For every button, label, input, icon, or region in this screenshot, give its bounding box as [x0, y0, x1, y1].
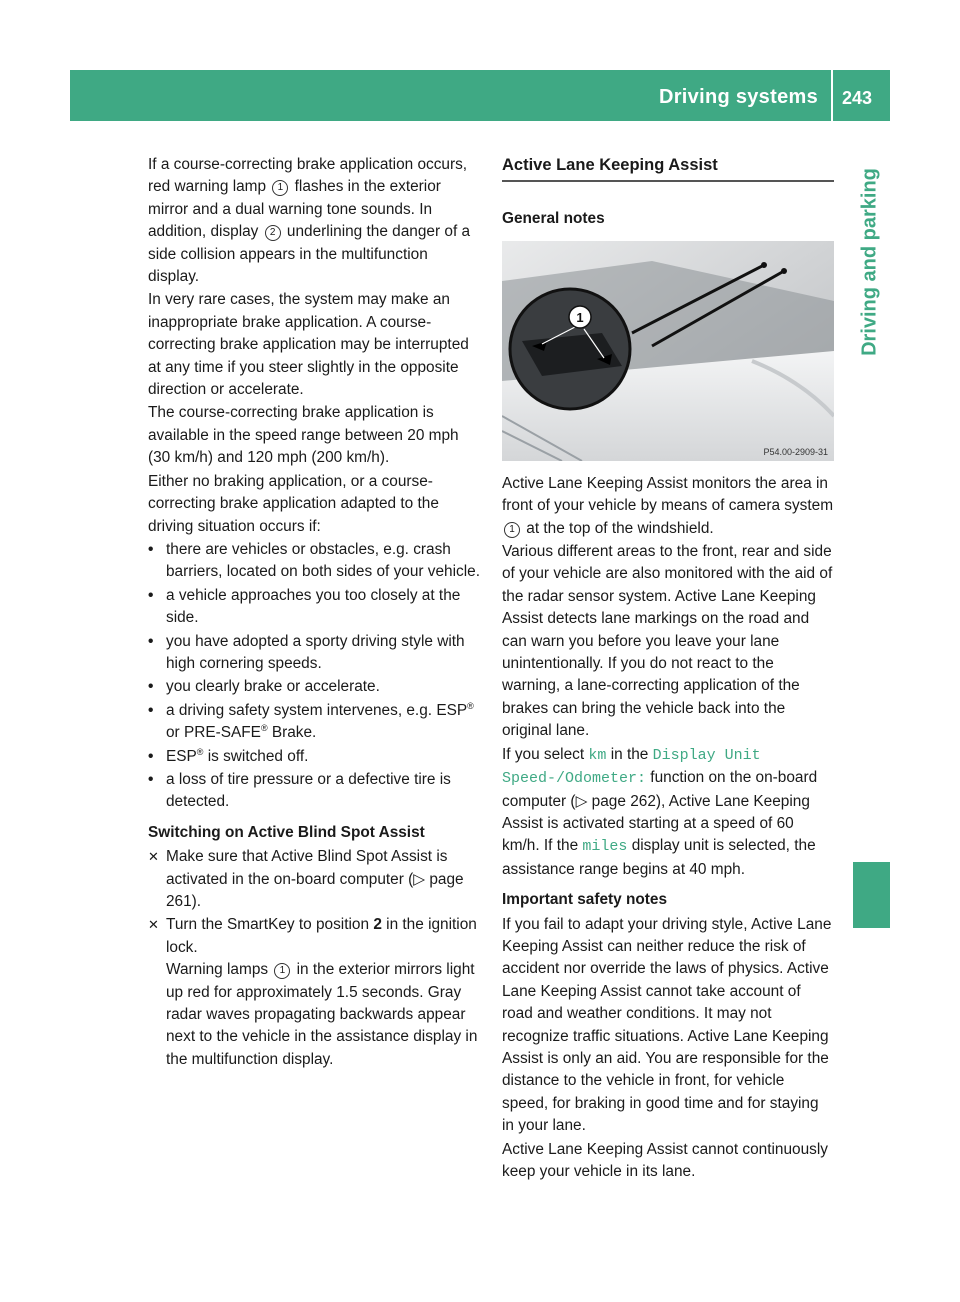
paragraph: In very rare cases, the system may make an inappropriate brake application. A course-correcting brake application may be interrupted at any time if you steer slightly in the opposite direction or accelerate. [148, 291, 469, 399]
page-ref-arrow-icon: ▷ [413, 870, 426, 888]
header-separator [831, 70, 833, 121]
side-tab-marker [853, 862, 890, 928]
paragraph: If a course-correcting brake application occurs, red warning lamp 1 flashes in the exterior mirror and a dual warning tone sounds. In addition, display 2 underlining the danger of a side collision appears in the multifunction display. [148, 156, 471, 286]
list-item: • a loss of tire pressure or a defective tire is detected. [148, 770, 451, 811]
subheading: General notes [502, 210, 605, 228]
callout-1-label: 1 [576, 309, 584, 325]
page-number: 243 [842, 88, 873, 108]
list-item: • there are vehicles or obstacles, e.g. crash barriers, located on both sides of your vehicle. [148, 540, 480, 581]
instruction-step: ✕ Turn the SmartKey to position 2 in the ignition lock. Warning lamps 1 in the exterior mirrors light up red for approximately 1.5 seconds. Gray radar waves propagating backwards appear next to the vehicle in the assistance display in the multifunction display. [148, 916, 478, 1068]
bullet-icon: • [148, 770, 154, 788]
menu-item-display-unit: Display Unit Speed-/Odometer: [502, 746, 761, 788]
paragraph: Active Lane Keeping Assist cannot continuously keep your vehicle in its lane. [502, 1140, 828, 1180]
paragraph: Various different areas to the front, rear and side of your vehicle are also monitored with the aid of the radar sensor system. Active Lane Keeping Assist detects lane markings on the road and can warn you before you leave your lane unintentionally. If you do not react to the warning, a lane-correcting application of the brakes can bring the vehicle back into the original lane. [502, 543, 833, 740]
bullet-icon: • [148, 747, 154, 765]
paragraph: The course-correcting brake application is available in the speed range between 20 mph (30 km/h) and 120 mph (200 km/h). [148, 404, 459, 467]
right-column [502, 154, 834, 1184]
paragraph: If you select km in the Display Unit Speed-/Odometer: function on the on-board computer (▷ page 262), Active Lane Keeping Assist is activated starting at a speed of 60 km/h. If the miles display unit is selected, the assistance range begins at 40 mph. [502, 745, 818, 878]
list-item: • ESP® is switched off. [148, 746, 480, 768]
callout-1-icon: 1 [272, 180, 288, 196]
paragraph: Active Lane Keeping Assist monitors the area in front of your vehicle by means of camera system 1 at the top of the windshield. [502, 474, 834, 537]
callout-1-icon: 1 [274, 963, 290, 979]
subheading: Switching on Active Blind Spot Assist [148, 823, 425, 841]
display-value-km: km [588, 746, 607, 764]
list-item: • a driving safety system intervenes, e.g. ESP® or PRE-SAFE® Brake. [148, 700, 474, 742]
step-arrow-icon: ✕ [148, 849, 159, 865]
display-value-miles: miles [582, 838, 628, 856]
subheading: Important safety notes [502, 891, 668, 909]
callout-1-icon: 1 [504, 522, 520, 538]
bullet-icon: • [148, 540, 154, 558]
list-item: • a vehicle approaches you too closely at the side. [148, 586, 461, 627]
camera-lens-marker [761, 262, 767, 268]
header-bar [70, 70, 890, 121]
left-column [148, 154, 480, 1072]
bullet-icon: • [148, 678, 154, 696]
windshield-camera-figure [502, 241, 834, 461]
instruction-step: ✕ Make sure that Active Blind Spot Assist is activated in the on-board computer (▷ page 261). [148, 848, 464, 910]
section-title: Active Lane Keeping Assist [502, 154, 834, 182]
side-tab-label: Driving and parking [858, 168, 881, 356]
camera-lens-marker [781, 268, 787, 274]
page-ref-arrow-icon: ▷ [575, 792, 588, 810]
paragraph: If you fail to adapt your driving style, Active Lane Keeping Assist can neither reduce the risk of accident nor override the laws of physics. Active Lane Keeping Assist cannot take account of road and weather conditions. It may not recognize traffic situations. Active Lane Keeping Assist is only an aid. You are responsible for the distance to the vehicle in front, for vehicle speed, for braking in good time and for staying in your lane. [502, 915, 832, 1135]
step-arrow-icon: ✕ [148, 917, 159, 933]
bullet-icon: • [148, 586, 154, 604]
figure-code: P54.00-2909-31 [763, 446, 828, 457]
section-header-title: Driving systems [658, 86, 818, 108]
list-item: • you have adopted a sporty driving style with high cornering speeds. [148, 632, 465, 672]
bullet-icon: • [148, 632, 154, 650]
callout-2-icon: 2 [265, 225, 281, 241]
paragraph: Either no braking application, or a course-correcting brake application adapted to the driving situation occurs if: [148, 472, 439, 535]
bullet-icon: • [148, 701, 154, 719]
list-item: • you clearly brake or accelerate. [148, 676, 480, 698]
